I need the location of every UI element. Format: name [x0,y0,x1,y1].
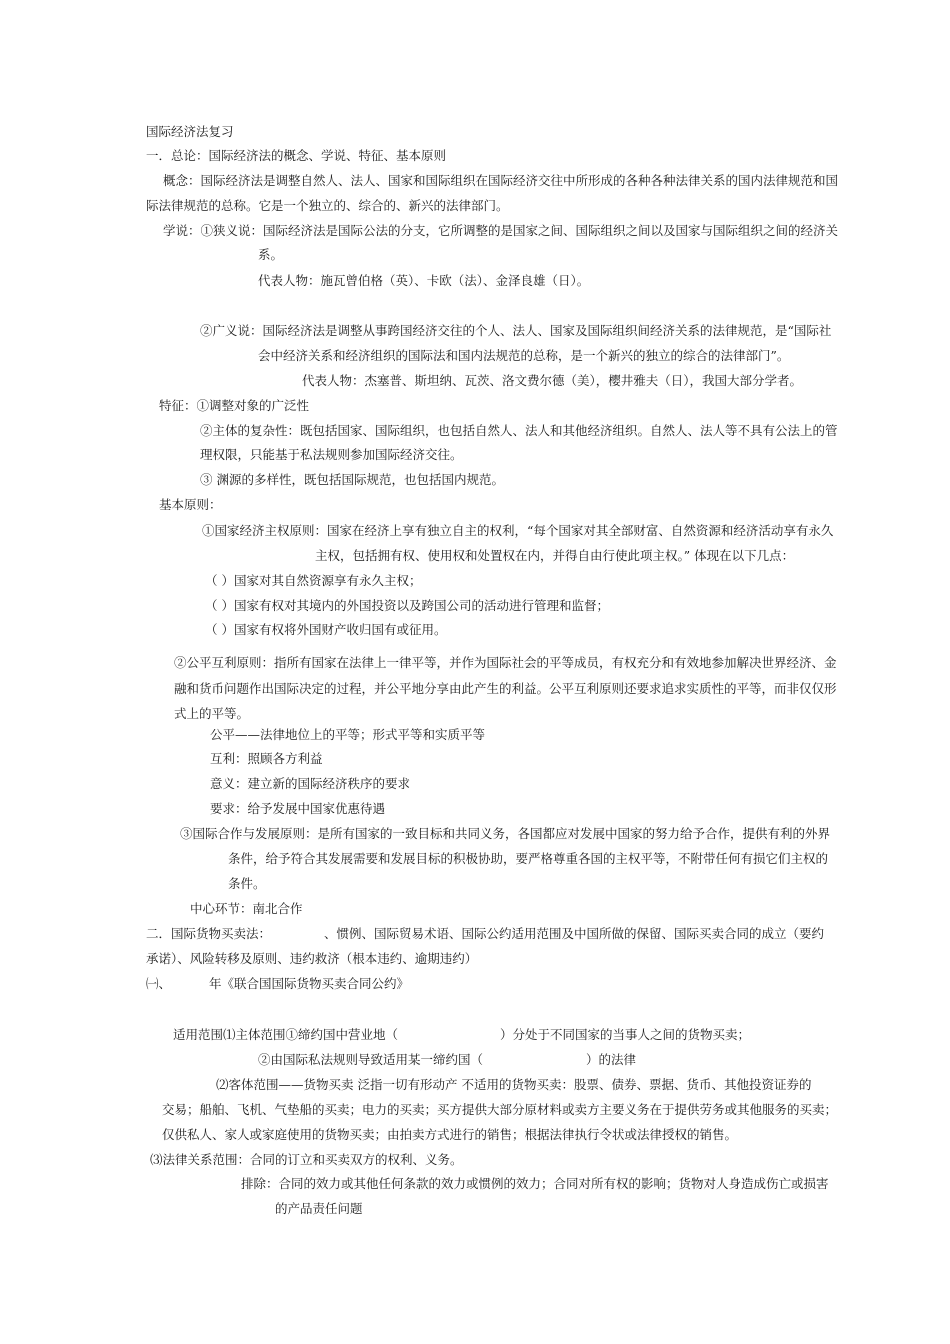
principle-2-line-1: ②公平互利原则：指所有国家在法律上一律平等，并作为国际社会的平等成员，有权充分和有效地参加解决世界经济、金 [174,655,837,670]
scope-object-line-1: ⑵客体范围——货物买卖 泛指一切有形动产 不适用的货物买卖：股票、债券、票据、货币、其他投资证券的 [216,1077,812,1092]
scope-subject-line-2-start: ②由国际私法规则导致适用某一缔约国（ [258,1052,484,1067]
concept-line-2: 际法律规范的总称。它是一个独立的、综合的、新兴的法律部门。 [146,198,509,213]
principle-1-item-3: （ ）国家有权将外国财产收归国有或征用。 [205,622,447,637]
principle-2-line-3: 式上的平等。 [174,706,250,721]
narrow-theory-line-1: 学说：①狭义说：国际经济法是国际公法的分支，它所调整的是国家之间、国际组织之间以及国家与国际组织之间的经济关 [163,223,839,238]
scope-subject-line-1-end: ）分处于不同国家的当事人之间的货物买卖； [500,1027,751,1042]
broad-theory-representatives: 代表人物：杰塞普、斯坦纳、瓦茨、洛文费尔德（美），樱井雅夫（日），我国大部分学者。 [302,373,803,388]
scope-subject-line-2-end: ）的法律 [586,1052,637,1067]
principle-1-item-2: （ ）国家有权对其境内的外国投资以及跨国公司的活动进行管理和监督； [205,598,609,613]
section-1-heading: 一．总论：国际经济法的概念、学说、特征、基本原则 [146,148,447,163]
subsection-1-title: 年《联合国国际货物买卖合同公约》 [209,976,410,991]
principle-1-line-2: 主权，包括拥有权、使用权和处置权在内，并得自由行使此项主权。” 体现在以下几点： [315,548,795,563]
broad-theory-line-2: 会中经济关系和经济组织的国际法和国内法规范的总称，是一个新兴的独立的综合的法律部门”。 [258,348,790,363]
legal-scope-exclusion: 排除：合同的效力或其他任何条款的效力或惯例的效力；合同对所有权的影响；货物对人身造成伤亡或损害 [241,1176,829,1191]
principle-2-fairness: 公平——法律地位上的平等；形式平等和实质平等 [210,727,486,742]
features-line-3: 理权限，只能基于私法规则参加国际经济交往。 [200,447,463,462]
principles-label: 基本原则： [159,497,222,512]
features-line-4: ③ 渊源的多样性，既包括国际规范，也包括国内规范。 [200,472,504,487]
scope-subject-line-1-start: 适用范围⑴主体范围①缔约国中营业地（ [173,1027,399,1042]
section-2-heading-rest: 、惯例、国际贸易术语、国际公约适用范围及中国所做的保留、国际买卖合同的成立（要约 [324,926,825,941]
legal-scope-exclusion-cont: 的产品责任问题 [275,1201,363,1216]
principle-3-line-3: 条件。 [228,876,266,891]
scope-object-line-3: 仅供私人、家人或家庭使用的货物买卖；由拍卖方式进行的销售；根据法律执行令状或法律授权的销售。 [162,1127,738,1142]
principle-3-line-2: 条件，给予符合其发展需要和发展目标的积极协助，要严格尊重各国的主权平等，不附带任何有损它们主权的 [228,851,829,866]
principle-3-core: 中心环节：南北合作 [190,901,303,916]
subsection-1-number: ㈠、 [146,976,172,991]
section-2-heading-line-2: 承诺）、风险转移及原则、违约救济（根本违约、逾期违约） [146,951,478,966]
principle-2-mutual-benefit: 互利：照顾各方利益 [210,751,323,766]
principle-3-line-1: ③国际合作与发展原则：是所有国家的一致目标和共同义务，各国都应对发展中国家的努力给予合作，提供有利的外界 [180,826,831,841]
principle-2-line-2: 融和货币问题作出国际决定的过程，并公平地分享由此产生的利益。公平互利原则还要求追求实质性的平等，而非仅仅形 [174,681,837,696]
concept-line-1: 概念：国际经济法是调整自然人、法人、国家和国际组织在国际经济交往中所形成的各种各种法律关系的国内法律规范和国 [163,173,839,188]
principle-1-item-1: （ ）国家对其自然资源享有永久主权； [205,573,422,588]
legal-scope-line-1: ⑶法律关系范围：合同的订立和买卖双方的权利、义务。 [150,1152,463,1167]
features-line-2: ②主体的复杂性：既包括国家、国际组织，也包括自然人、法人和其他经济组织。自然人、法人等不具有公法上的管 [200,423,838,438]
principle-1-line-1: ①国家经济主权原则：国家在经济上享有独立自主的权利，“每个国家对其全部财富、自然资源和经济活动享有永久 [202,523,834,538]
doc-title: 国际经济法复习 [146,124,234,139]
principle-2-requirement: 要求：给予发展中国家优惠待遇 [210,801,386,816]
principle-2-significance: 意义：建立新的国际经济秩序的要求 [210,776,411,791]
section-2-heading-start: 二．国际货物买卖法： [146,926,272,941]
narrow-theory-representatives: 代表人物：施瓦曾伯格（英）、卡欧（法）、金泽良雄（日）。 [258,273,590,288]
narrow-theory-line-2: 系。 [258,247,284,262]
features-line-1: 特征：①调整对象的广泛性 [159,398,310,413]
broad-theory-line-1: ②广义说：国际经济法是调整从事跨国经济交往的个人、法人、国家及国际组织间经济关系的法律规范，是“国际社 [200,323,832,338]
scope-object-line-2: 交易；船舶、飞机、气垫船的买卖；电力的买卖；买方提供大部分原材料或卖方主要义务在于提供劳务或其他服务的买卖； [162,1102,838,1117]
